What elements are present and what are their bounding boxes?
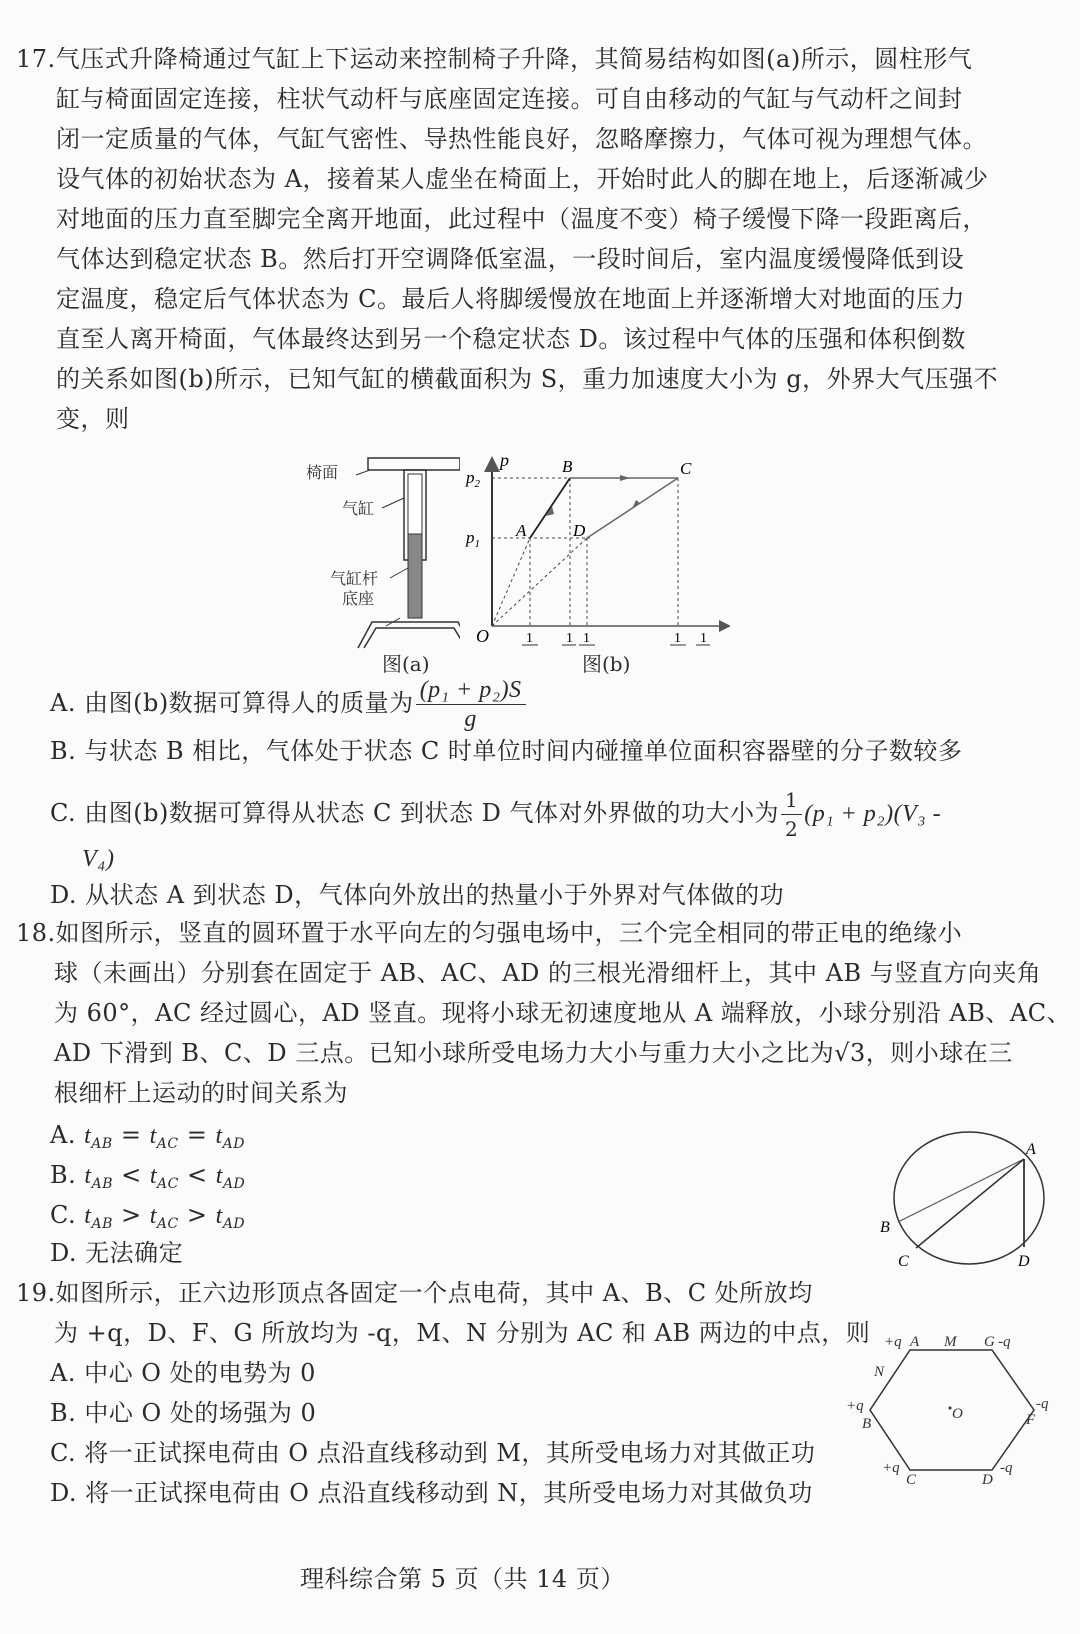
label-C: C: [898, 1253, 909, 1270]
q18-circle-diagram: [880, 1130, 1080, 1280]
q18-option-D[interactable]: D. 无法确定: [50, 1239, 184, 1267]
q19-option-D[interactable]: D. 将一正试探电荷由 O 点沿直线移动到 N，其所受电场力对其做负功: [50, 1479, 813, 1507]
rod-AB: [898, 1159, 1024, 1222]
q17-option-B[interactable]: B. 与状态 B 相比，气体处于状态 C 时单位时间内碰撞单位面积容器壁的分子数较多: [50, 737, 963, 765]
q18-number: 18.: [16, 919, 56, 947]
label-seat: 椅面: [306, 465, 339, 482]
svg-text:1: 1: [700, 631, 707, 646]
rod-AC: [916, 1159, 1024, 1248]
figure-a-chair-diagram: [300, 450, 460, 660]
svg-text:1: 1: [583, 631, 590, 646]
q19-number: 19.: [16, 1279, 56, 1307]
p1-label: $p_1$: [466, 528, 480, 550]
figure-a-caption: 图(a): [382, 652, 430, 676]
svg-text:+q: +q: [882, 1460, 900, 1476]
p2-label: $p_2$: [466, 468, 480, 490]
svg-text:1: 1: [566, 631, 573, 646]
svg-text:A: A: [910, 1334, 920, 1350]
q18-line-2: 球（未画出）分别套在固定于 AB、AC、AD 的三根光滑细杆上，其中 AB 与竖直方向夹角: [54, 959, 1042, 987]
q17-number: 17.: [16, 45, 56, 73]
q17-line-6: 气体达到稳定状态 B。然后打开空调降低室温，一段时间后，室内温度缓慢降低到设: [56, 245, 965, 273]
svg-text:G: G: [984, 1334, 995, 1350]
point-D-label: D: [573, 521, 586, 540]
tick-1-over-V4: [670, 631, 686, 650]
svg-text:1: 1: [674, 631, 681, 646]
segment-A-B: [530, 478, 570, 538]
label-A: A: [1026, 1141, 1036, 1158]
tick-1-over-V2: [562, 631, 576, 650]
point-C-label: C: [680, 459, 692, 478]
q18-line-4: AD 下滑到 B、C、D 三点。已知小球所受电场力大小与重力大小之比为√3，则小球在三: [54, 1039, 1013, 1067]
label-rod: 气缸杆: [330, 571, 379, 588]
q19-line-1: 19.如图所示，正六边形顶点各固定一个点电荷，其中 A、B、C 处所放均: [16, 1279, 813, 1307]
figure-b-caption: 图(b): [582, 652, 631, 676]
svg-text:N: N: [874, 1364, 885, 1380]
svg-text:D: D: [982, 1472, 993, 1484]
svg-text:B: B: [862, 1416, 872, 1432]
svg-text:+q: +q: [884, 1334, 902, 1350]
q17-option-D[interactable]: D. 从状态 A 到状态 D，气体向外放出的热量小于外界对气体做的功: [50, 881, 785, 909]
q17-line-1: 17.气压式升降椅通过气缸上下运动来控制椅子升降，其简易结构如图(a)所示，圆柱形气: [16, 45, 973, 73]
seat: [368, 458, 460, 470]
page-footer: 理科综合第 5 页（共 14 页）: [300, 1565, 625, 1593]
half-fraction: $\frac{1}{2}$: [781, 786, 802, 843]
label-cylinder: 气缸: [342, 501, 375, 518]
cylinder-inner: [408, 474, 422, 534]
q18-option-C[interactable]: C. $t_{AB} > t_{AC} > t_{AD}$: [50, 1201, 246, 1232]
svg-text:1: 1: [526, 631, 533, 646]
arrow-B-C: [620, 475, 630, 481]
q17-option-C-continued: V₄): [82, 846, 115, 872]
q18-line-1: 18.如图所示，竖直的圆环置于水平向左的匀强电场中，三个完全相同的带正电的绝缘小: [16, 919, 963, 947]
tick-1-over-V1: [522, 631, 538, 650]
svg-text:+q: +q: [846, 1398, 864, 1414]
q18-line-5: 根细杆上运动的时间关系为: [54, 1079, 348, 1107]
origin-label: O: [476, 626, 489, 646]
rod: [408, 534, 422, 618]
q19-option-A[interactable]: A. 中心 O 处的电势为 0: [50, 1359, 316, 1387]
svg-text:-q: -q: [1036, 1396, 1049, 1412]
x-axis-label-1-over-V: [696, 631, 710, 650]
point-A-label: A: [516, 521, 527, 540]
q19-line-2: 为 +q，D、F、G 所放均为 -q，M、N 分别为 AC 和 AB 两边的中点，则: [54, 1319, 871, 1347]
q18-option-A[interactable]: A. $t_{AB} = t_{AC} = t_{AD}$: [50, 1121, 245, 1152]
y-axis-label: p: [500, 450, 509, 470]
svg-text:M: M: [944, 1334, 957, 1350]
svg-text:-q: -q: [998, 1334, 1011, 1350]
ring: [894, 1132, 1044, 1264]
svg-text:-q: -q: [1000, 1460, 1013, 1476]
q19-option-B[interactable]: B. 中心 O 处的场强为 0: [50, 1399, 317, 1427]
svg-text:O: O: [952, 1406, 963, 1422]
q18-option-B[interactable]: B. $t_{AB} < t_{AC} < t_{AD}$: [50, 1161, 246, 1192]
label-D: D: [1018, 1253, 1030, 1270]
q17-option-A[interactable]: A. 由图(b)数据可算得人的质量为 $\frac{\text{(p₁ + p₂)S}}{g}$: [50, 676, 528, 733]
q17-line-10: 变，则: [56, 405, 130, 433]
q17-line-3: 闭一定质量的气体，气缸气密性、导热性能良好，忽略摩擦力，气体可视为理想气体。: [56, 125, 987, 153]
q19-hexagon-diagram: [840, 1334, 1080, 1484]
label-B: B: [880, 1219, 890, 1236]
label-base: 底座: [342, 591, 375, 608]
q18-line-3: 为 60°，AC 经过圆心，AD 竖直。现将小球无初速度地从 A 端释放，小球分别沿 AB、AC、: [54, 999, 1072, 1027]
q17-line-5: 对地面的压力直至脚完全离开地面，此过程中（温度不变）椅子缓慢下降一段距离后，: [56, 205, 987, 233]
q17-line-8: 直至人离开椅面，气体最终达到另一个稳定状态 D。该过程中气体的压强和体积倒数: [56, 325, 966, 353]
q17-line-4: 设气体的初始状态为 A，接着某人虚坐在椅面上，开始时此人的脚在地上，后逐渐减少: [56, 165, 989, 193]
q17-line-9: 的关系如图(b)所示，已知气缸的横截面积为 S，重力加速度大小为 g，外界大气压强不: [56, 365, 999, 393]
q17-line-2: 缸与椅面固定连接，柱状气动杆与底座固定连接。可自由移动的气缸与气动杆之间封: [56, 85, 963, 113]
svg-text:C: C: [906, 1472, 917, 1484]
base: [358, 622, 460, 648]
point-B-label: B: [562, 457, 573, 476]
mass-fraction: $\frac{\text{(p₁ + p₂)S}}{g}$: [416, 676, 526, 733]
q17-option-C[interactable]: C. 由图(b)数据可算得从状态 C 到状态 D 气体对外界做的功大小为 $\frac{1}{2}$ (p₁ + p₂)(V₃ -: [50, 788, 942, 841]
figure-b-p-vs-inverse-v-graph: [460, 450, 730, 650]
q17-line-7: 定温度，稳定后气体状态为 C。最后人将脚缓慢放在地面上并逐渐增大对地面的压力: [56, 285, 965, 313]
svg-text:F: F: [1026, 1412, 1036, 1428]
q19-option-C[interactable]: C. 将一正试探电荷由 O 点沿直线移动到 M，其所受电场力对其做正功: [50, 1439, 816, 1467]
